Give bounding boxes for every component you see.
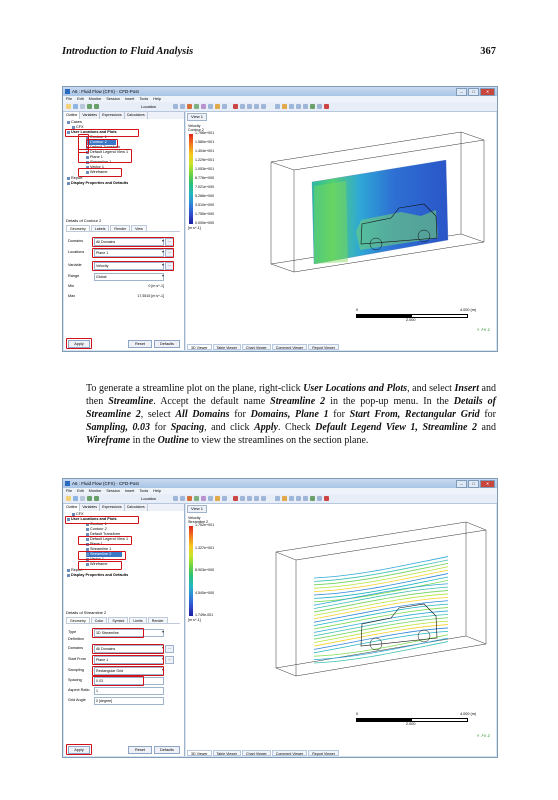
legend-variable: Velocity (188, 516, 201, 520)
tab-render[interactable]: Render (148, 617, 168, 623)
legend-object: Streamline 2 (188, 520, 209, 524)
redo-icon[interactable] (94, 496, 99, 501)
tree-item-display-properties[interactable]: Display Properties and Defaults (67, 573, 128, 578)
legend-tick-label: 5.266e+000 (195, 194, 215, 198)
report-icon (67, 569, 70, 572)
highlight-apply (66, 744, 92, 755)
menu-help[interactable]: Help (153, 97, 162, 101)
timestep-icon[interactable] (275, 496, 280, 501)
legend-tick-label: 1.404e+001 (195, 149, 215, 153)
legend-tick-label: 1.756e+001 (195, 131, 215, 135)
body-paragraph: To generate a streamline plot on the plane, right-click User Locations and Plots, and select Insert and then Streamline. Accept the default name Streamline 2 in the pop-up menu. In the Details of Streamline 2, select All Domains for Domains, Plane 1 for Start From, Rectangular Grid for Sampling, 0.03 for Spacing, and click Apply. Check Default Legend View 1, Streamline 2 and Wireframe in the Outline to view the streamlines on the section plane. (86, 383, 497, 447)
domains-ellipsis-button[interactable]: ... (165, 645, 174, 653)
maximize-button[interactable]: □ (468, 480, 479, 488)
tab-calculators[interactable]: Calculators (125, 504, 148, 511)
insert-contour-icon[interactable] (187, 104, 192, 109)
highlight-spacing (92, 676, 144, 686)
3d-viewer[interactable] (186, 112, 496, 350)
insert-contour-icon[interactable] (187, 496, 192, 501)
scale-left: 0 (356, 712, 359, 716)
report-icon[interactable] (261, 104, 266, 109)
insert-plane-icon[interactable] (173, 104, 178, 109)
print-icon[interactable] (80, 496, 85, 501)
insert-vector-icon[interactable] (180, 104, 185, 109)
viewer-tabs (187, 344, 496, 350)
menu-file[interactable]: File (66, 489, 73, 493)
comment-icon[interactable] (254, 104, 259, 109)
tree-item-contour-1[interactable]: Contour 1 (86, 522, 107, 527)
menu-edit[interactable]: Edit (77, 489, 84, 493)
tree-item-contour-1[interactable]: Contour 1 (86, 135, 107, 140)
redo-icon[interactable] (94, 104, 99, 109)
delete-icon[interactable] (233, 496, 238, 501)
domains-select[interactable]: All Domains (94, 645, 164, 653)
tab-render[interactable]: Render (110, 225, 130, 231)
tree-item-contour-2[interactable]: Contour 2 (86, 527, 107, 532)
tree-item-default-transform[interactable]: Default Transform (86, 532, 120, 537)
tab-table-viewer[interactable]: Table Viewer (213, 344, 242, 350)
range-select[interactable]: Global (94, 273, 164, 281)
field-sampling: Sampling Rectangular Grid (66, 667, 176, 673)
undo-icon[interactable] (87, 496, 92, 501)
tab-geometry[interactable]: Geometry (66, 225, 90, 231)
legend-tick-label: 1.053e+001 (195, 167, 215, 171)
highlight-legend-plane (78, 149, 132, 163)
field-type: Type 3D Streamline (66, 629, 176, 635)
tab-3d-viewer[interactable]: 3D Viewer (187, 344, 212, 350)
details-title: Details of Streamline 2 (66, 610, 107, 615)
undo-icon[interactable] (87, 104, 92, 109)
running-head (62, 46, 496, 60)
scale-left: 0 (356, 308, 359, 312)
tree-item-default-legend[interactable]: Default Legend View 1 (86, 150, 128, 155)
chevron-down-icon (162, 631, 164, 633)
legend-unit: [m s^-1] (188, 226, 201, 230)
scale-right: 4.000 (m) (460, 308, 477, 312)
tree-item-vector-1[interactable]: Vector 1 (86, 557, 104, 562)
window-title: A6 : Fluid Flow (CFX) - CFD-Post (72, 89, 139, 94)
toolbar (63, 102, 497, 112)
menu-tools[interactable]: Tools (139, 489, 149, 493)
toolbar (63, 494, 497, 504)
field-start-from: Start From Plane 1 ... (66, 656, 176, 662)
location-button[interactable]: Location (141, 104, 157, 109)
field-min: Min 0 [m s^-1] (68, 284, 164, 288)
menu-edit[interactable]: Edit (77, 97, 84, 101)
tree-item-default-legend[interactable]: Default Legend View 1 (86, 537, 128, 542)
field-aspect-ratio: Aspect Ratio 1 (66, 687, 176, 693)
type-select[interactable]: 3D Streamline (94, 629, 164, 637)
record-icon[interactable] (324, 104, 329, 109)
tab-expressions[interactable]: Expressions (100, 504, 125, 511)
tree-item-streamline-1[interactable]: Streamline 1 (86, 160, 111, 165)
highlight-variable (92, 261, 174, 271)
delete-icon[interactable] (233, 104, 238, 109)
legend-tick-label: 8.903e+000 (195, 568, 215, 572)
location-button[interactable]: Location (141, 496, 157, 501)
page-number: 367 (480, 46, 496, 57)
app-icon (65, 481, 70, 486)
legend-tick-label: 1.580e+001 (195, 140, 215, 144)
tab-3d-viewer[interactable]: 3D Viewer (187, 750, 212, 756)
legend-unit: [m s^-1] (188, 618, 201, 622)
comment-icon[interactable] (254, 496, 259, 501)
tree-item-cfx[interactable]: CFX (72, 512, 84, 517)
menu-insert[interactable]: Insert (124, 97, 135, 101)
field-max: Max 17.5515 [m s^-1] (68, 294, 164, 298)
tab-color[interactable]: Color (91, 617, 108, 623)
animation-icon[interactable] (282, 104, 287, 109)
insert-streamline-icon[interactable] (194, 496, 199, 501)
details-tabs (66, 617, 180, 624)
timestep-icon[interactable] (275, 104, 280, 109)
outline-pane (64, 112, 185, 350)
tree-item-wireframe[interactable]: Wireframe (86, 170, 108, 175)
outline-pane (64, 504, 185, 756)
field-definition: Definition (68, 637, 84, 641)
tree-item-streamline-1[interactable]: Streamline 1 (86, 547, 111, 552)
legend-object: Contour 2 (188, 128, 204, 132)
figure-icon[interactable] (289, 496, 294, 501)
quick-edit-icon[interactable] (296, 104, 301, 109)
window-title: A6 : Fluid Flow (CFX) - CFD-Post (72, 481, 139, 486)
legend-variable: Velocity (188, 124, 201, 128)
legend-tick-label: 8.776e+000 (195, 176, 215, 180)
menu-file[interactable]: File (66, 97, 73, 101)
highlight-locations (92, 248, 174, 258)
running-head-title: Introduction to Fluid Analysis (62, 46, 194, 57)
field-range: Range Global (66, 273, 176, 279)
tab-chart-viewer[interactable]: Chart Viewer (242, 344, 271, 350)
field-domains: Domains All Domains ... (66, 645, 176, 651)
highlight-user-locations (65, 129, 139, 137)
details-title: Details of Contour 2 (66, 218, 102, 223)
tab-expressions[interactable]: Expressions (100, 112, 125, 119)
highlight-apply (66, 338, 92, 349)
menu-monitor[interactable]: Monitor (88, 489, 102, 493)
print-icon[interactable] (80, 104, 85, 109)
highlight-start-from (92, 655, 164, 665)
chevron-down-icon (162, 275, 164, 277)
close-button[interactable]: ✕ (480, 480, 495, 488)
outline-tabs (64, 504, 184, 511)
tab-limits[interactable]: Limits (129, 617, 146, 623)
window-titlebar (63, 87, 497, 96)
chart-icon[interactable] (247, 104, 252, 109)
outline-tabs (64, 112, 184, 119)
reset-button[interactable]: Reset (128, 746, 152, 754)
details-tabs (66, 225, 180, 232)
viewer-tabs (187, 750, 496, 756)
mesh-icon[interactable] (303, 104, 308, 109)
field-domains: Domains All Domains ... (66, 238, 176, 244)
locations-ellipsis-button[interactable]: ... (165, 249, 174, 257)
legend-tick-label: 1.327e+001 (195, 545, 215, 550)
tab-symbol[interactable]: Symbol (108, 617, 128, 623)
sampling-select[interactable]: Rectangular Grid (94, 667, 164, 675)
insert-plane-icon[interactable] (173, 496, 178, 501)
folder-icon (67, 182, 70, 185)
tab-variables[interactable]: Variables (80, 112, 100, 119)
legend-tick-label: 4.540e+000 (195, 590, 215, 595)
insert-clip-icon[interactable] (222, 496, 227, 501)
report-icon (67, 177, 70, 180)
3d-viewer[interactable] (186, 504, 496, 756)
highlight-default-legend (78, 536, 132, 545)
quick-edit-icon[interactable] (296, 496, 301, 501)
tab-report-viewer[interactable]: Report Viewer (308, 750, 339, 756)
export-icon[interactable] (317, 104, 322, 109)
table-icon[interactable] (240, 104, 245, 109)
details-buttons (66, 340, 180, 347)
cfd-post-screenshot-streamline (62, 478, 498, 758)
tab-geometry[interactable]: Geometry (66, 617, 90, 623)
field-variable: Variable Velocity ... (66, 262, 176, 268)
chart-icon[interactable] (247, 496, 252, 501)
start-from-select[interactable]: Plane 1 (94, 656, 164, 664)
tab-table-viewer[interactable]: Table Viewer (213, 750, 242, 756)
open-icon[interactable] (66, 104, 71, 109)
defaults-button[interactable]: Defaults (154, 340, 180, 348)
tree-item-display-properties[interactable]: Display Properties and Defaults (67, 181, 128, 186)
folder-icon (67, 121, 70, 124)
highlight-wireframe (78, 168, 122, 177)
grid-angle-input[interactable]: 0 [degree] (94, 697, 164, 705)
tree-item-cases[interactable]: Cases (67, 120, 82, 125)
locations-select[interactable]: Plane 1 (94, 249, 164, 257)
window-titlebar (63, 479, 497, 488)
tab-chart-viewer[interactable]: Chart Viewer (242, 750, 271, 756)
start-from-ellipsis-button[interactable]: ... (165, 656, 174, 664)
insert-isosurface-icon[interactable] (208, 496, 213, 501)
reset-button[interactable]: Reset (128, 340, 152, 348)
legend-tick-label: 7.021e+000 (195, 185, 215, 189)
field-locations: Locations Plane 1 ... (66, 249, 176, 255)
insert-streamline-icon[interactable] (194, 104, 199, 109)
highlight-user-locations (65, 516, 139, 524)
figure-icon[interactable] (289, 104, 294, 109)
min-value: 0 [m s^-1] (148, 284, 164, 288)
highlight-domains (92, 644, 164, 654)
menu-session[interactable]: Session (106, 97, 120, 101)
variable-select[interactable]: Velocity (94, 262, 164, 270)
domains-ellipsis-button[interactable]: ... (165, 238, 174, 246)
report-icon[interactable] (261, 496, 266, 501)
tree-item-user-locations[interactable]: User Locations and Plots (67, 130, 117, 135)
tree-item-default-transform[interactable]: Default Transform (86, 145, 120, 150)
save-icon[interactable] (73, 104, 78, 109)
tree-item-plane-1[interactable]: Plane 1 (86, 542, 103, 547)
streamline-path (314, 642, 448, 663)
animation-icon[interactable] (282, 496, 287, 501)
tab-calculators[interactable]: Calculators (125, 112, 148, 119)
insert-vector-icon[interactable] (180, 496, 185, 501)
tree-item-report[interactable]: Report (67, 568, 82, 573)
tree-item-plane-1[interactable]: Plane 1 (86, 155, 103, 160)
view-selector[interactable]: View 1 (187, 113, 207, 121)
legend-tick-label: 0.000e+000 (195, 221, 215, 225)
tab-comment-viewer[interactable]: Comment Viewer (272, 344, 308, 350)
menu-session[interactable]: Session (106, 489, 120, 493)
folder-icon (67, 574, 70, 577)
tree-item-wireframe[interactable]: Wireframe (86, 562, 108, 567)
tree-item-streamline-2[interactable]: Streamline 2 (86, 552, 122, 557)
tree-item-cfx[interactable]: CFX (72, 125, 84, 130)
menu-help[interactable]: Help (153, 489, 162, 493)
highlight-type (92, 628, 144, 638)
insert-volume-icon[interactable] (201, 104, 206, 109)
insert-clip-icon[interactable] (222, 104, 227, 109)
tab-view[interactable]: View (131, 225, 147, 231)
axis-triad-icon: Y ↗X Z (476, 733, 490, 738)
legend-tick-label: 1.752e+001 (195, 523, 215, 527)
view-selector[interactable]: View 1 (187, 505, 207, 513)
tree-item-user-locations[interactable]: User Locations and Plots (67, 517, 117, 522)
tree-item-contour-2[interactable]: Contour 2 (86, 140, 116, 145)
apply-button[interactable]: Apply (68, 746, 90, 754)
menu-monitor[interactable]: Monitor (88, 97, 102, 101)
legend-tick-label: 1.755e+000 (195, 212, 215, 216)
scale-mid: 2.000 (406, 318, 416, 322)
defaults-button[interactable]: Defaults (154, 746, 180, 754)
tree-item-vector-1[interactable]: Vector 1 (86, 165, 104, 170)
legend-tick-label: 3.510e+000 (195, 203, 215, 207)
minimize-button[interactable]: – (456, 88, 467, 96)
field-spacing: Spacing 0.03 (66, 677, 176, 683)
highlight-sampling (92, 666, 164, 676)
maximize-button[interactable]: □ (468, 88, 479, 96)
highlight-streamline-2 (78, 551, 126, 560)
tab-variables[interactable]: Variables (80, 504, 100, 511)
menu-tools[interactable]: Tools (139, 97, 149, 101)
aspect-ratio-input[interactable]: 1 (94, 687, 164, 695)
scale-right: 4.000 (m) (460, 712, 477, 716)
tree-item-report[interactable]: Report (67, 176, 82, 181)
insert-volume-icon[interactable] (201, 496, 206, 501)
open-icon[interactable] (66, 496, 71, 501)
highlight-wireframe (78, 561, 122, 570)
apply-button[interactable]: Apply (68, 340, 90, 348)
insert-text-icon[interactable] (215, 104, 220, 109)
axis-triad-icon: Y ↗X Z (476, 327, 490, 332)
app-icon (65, 89, 70, 94)
legend-tick-label: 1.749e-001 (195, 613, 214, 617)
tab-outline[interactable]: Outline (64, 112, 80, 119)
export-icon[interactable] (317, 496, 322, 501)
tab-comment-viewer[interactable]: Comment Viewer (272, 750, 308, 756)
record-icon[interactable] (324, 496, 329, 501)
minimize-button[interactable]: – (456, 480, 467, 488)
highlight-contour-2 (86, 139, 118, 148)
menu-insert[interactable]: Insert (124, 489, 135, 493)
tab-report-viewer[interactable]: Report Viewer (308, 344, 339, 350)
spacing-input[interactable]: 0.03 (94, 677, 164, 685)
max-value: 17.5515 [m s^-1] (137, 294, 164, 298)
macro-icon[interactable] (310, 496, 315, 501)
insert-text-icon[interactable] (215, 496, 220, 501)
save-icon[interactable] (73, 496, 78, 501)
macro-icon[interactable] (310, 104, 315, 109)
cfd-post-screenshot-contour (62, 86, 498, 352)
tab-labels[interactable]: Labels (91, 225, 110, 231)
close-button[interactable]: ✕ (480, 88, 495, 96)
scale-mid: 2.000 (406, 722, 416, 726)
legend-tick-label: 1.229e+001 (195, 158, 215, 162)
insert-isosurface-icon[interactable] (208, 104, 213, 109)
domains-select[interactable]: All Domains (94, 238, 164, 246)
contour-icon (86, 528, 89, 531)
details-buttons (66, 746, 180, 753)
table-icon[interactable] (240, 496, 245, 501)
highlight-domains (92, 237, 174, 247)
tab-outline[interactable]: Outline (64, 504, 80, 511)
mesh-icon[interactable] (303, 496, 308, 501)
field-grid-angle: Grid Angle 0 [degree] (66, 697, 176, 703)
variable-ellipsis-button[interactable]: ... (165, 262, 174, 270)
